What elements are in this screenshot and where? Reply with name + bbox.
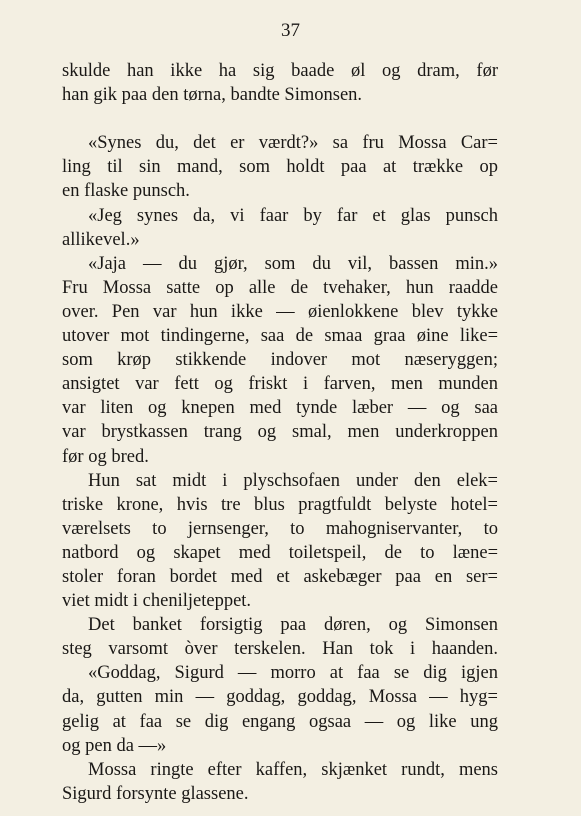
paragraph-gap [62, 107, 498, 131]
text-line: skulde han ikke ha sig baade øl og dram, før [62, 61, 498, 81]
text-line: «Jeg synes da, vi faar by far et glas punsch [88, 205, 498, 226]
text-line: værelsets to jernsenger, to mahogniservanter, to [62, 518, 498, 539]
text-line: natbord og skapet med toiletspeil, de to læne= [62, 542, 498, 563]
text-line: over. Pen var hun ikke — øienlokkene blev tykke [62, 301, 498, 322]
text-line: viet midt i cheniljeteppet. [62, 591, 252, 612]
text-line: stoler foran bordet med et askebæger paa en ser= [62, 566, 498, 587]
text-line: ling til sin mand, som holdt paa at trække op [62, 157, 498, 178]
text-line: Hun sat midt i plyschsofaen under den elek= [88, 470, 498, 491]
text-line: gelig at faa se dig engang ogsaa — og like ung [62, 711, 498, 732]
text-line: ansigtet var fett og friskt i farven, men munden [62, 374, 498, 395]
text-line: som krøp stikkende indover mot næseryggen; [62, 350, 498, 371]
body-text [62, 59, 498, 806]
text-line: steg varsomt òver terskelen. Han tok i haanden. [62, 639, 498, 660]
text-line: en flaske punsch. [62, 181, 190, 202]
text-line: «Synes du, det er værdt?» sa fru Mossa Car= [88, 133, 498, 154]
text-line: utover mot tindingerne, saa de smaa graa øine like= [62, 326, 498, 347]
page-number: 37 [281, 20, 300, 41]
text-line: «Jaja — du gjør, som du vil, bassen min.» [88, 253, 498, 274]
text-line: Sigurd forsynte glassene. [62, 783, 249, 804]
text-line: før og bred. [62, 446, 149, 467]
text-line: var liten og knepen med tynde læber — og saa [62, 398, 498, 419]
text-line: da, gutten min — goddag, goddag, Mossa — hyg= [62, 687, 498, 708]
text-line: Det banket forsigtig paa døren, og Simonsen [88, 615, 498, 636]
text-line: var brystkassen trang og smal, men underkroppen [62, 422, 498, 443]
text-line: «Goddag, Sigurd — morro at faa se dig igjen [88, 663, 498, 684]
text-line: han gik paa den tørna, bandte Simonsen. [62, 85, 363, 106]
text-line: triske krone, hvis tre blus pragtfuldt belyste hotel= [62, 494, 498, 515]
text-line: Mossa ringte efter kaffen, skjænket rundt, mens [88, 759, 498, 780]
text-line: allikevel.» [62, 229, 140, 250]
text-line: og pen da —» [62, 735, 167, 756]
text-line: Fru Mossa satte op alle de tvehaker, hun raadde [62, 277, 498, 298]
